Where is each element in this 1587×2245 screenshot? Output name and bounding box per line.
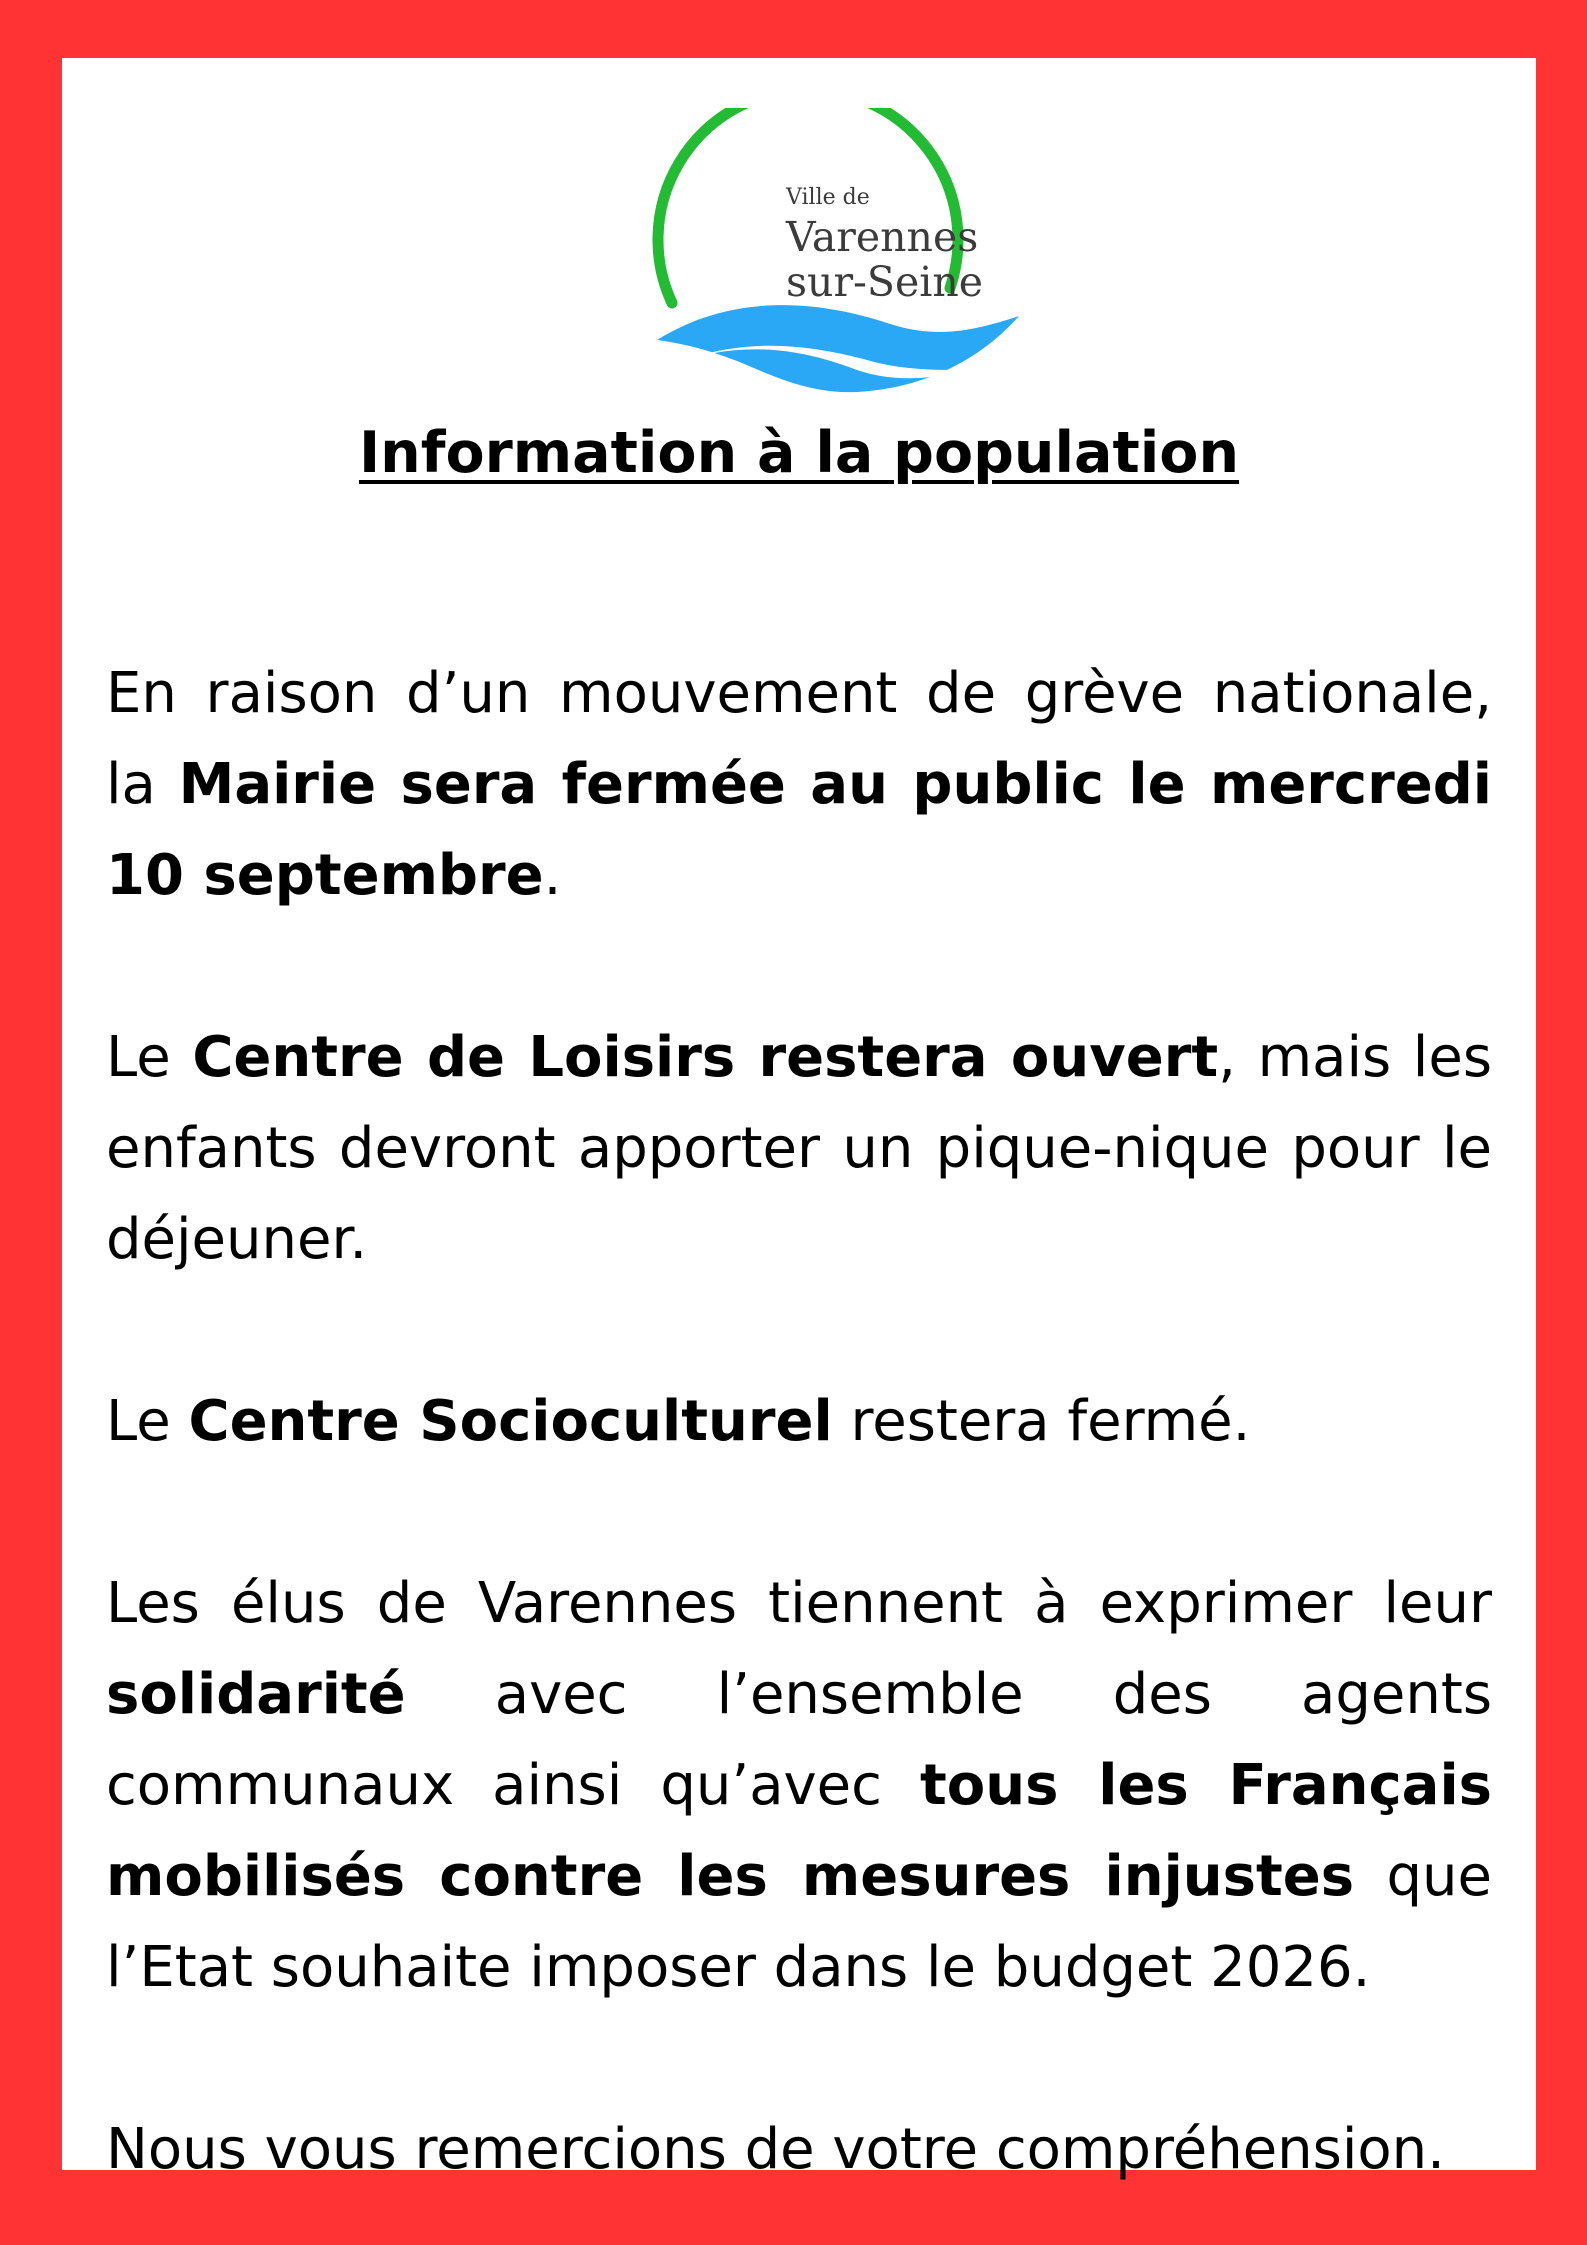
paragraph-socio-bold: Centre Socioculturel bbox=[188, 1389, 833, 1454]
logo-text-sur-seine: sur-Seine bbox=[786, 258, 984, 306]
logo-text-varennes: Varennes bbox=[786, 213, 979, 261]
town-logo bbox=[582, 108, 1082, 438]
paragraph-loisirs-text-start: Le bbox=[106, 1025, 193, 1090]
paragraph-solidarity bbox=[106, 1558, 1492, 2013]
paragraph-strike-text: En raison d’un mouvement de grève nationale, la bbox=[106, 661, 1492, 817]
paragraph-solidarity-text-1: Les élus de Varennes tiennent à exprimer leur bbox=[106, 1571, 1492, 1636]
paragraph-loisirs-bold: Centre de Loisirs restera ouvert bbox=[192, 1025, 1219, 1090]
paragraph-strike-bold: Mairie sera fermée au public le mercredi 10 septembre bbox=[106, 752, 1492, 908]
logo-text-ville: Ville de bbox=[786, 185, 870, 210]
paragraph-strike bbox=[106, 648, 1492, 921]
page-title: Information à la population bbox=[358, 420, 1240, 486]
paragraph-socio-text-end: restera fermé. bbox=[832, 1389, 1251, 1454]
paragraph-thanks: Nous vous remercions de votre compréhension. bbox=[106, 2117, 1445, 2182]
paragraph-centre-socioculturel bbox=[106, 1376, 1492, 1467]
paragraph-solidarity-text-2: avec l’ensemble des agents communaux ainsi qu’avec bbox=[106, 1662, 1492, 1818]
notice-sheet bbox=[62, 58, 1536, 2182]
paragraph-loisirs-text-end: , mais les enfants devront apporter un pique-nique pour le déjeuner. bbox=[106, 1025, 1492, 1272]
notice-body bbox=[106, 648, 1492, 2195]
paragraph-socio-text-start: Le bbox=[106, 1389, 189, 1454]
paragraph-strike-end: . bbox=[543, 843, 562, 908]
paragraph-solidarity-bold-2: tous les Français mobilisés contre les mesures injustes bbox=[106, 1753, 1492, 1909]
logo-wave-icon bbox=[657, 305, 1019, 392]
paragraph-centre-loisirs bbox=[106, 1012, 1492, 1285]
paragraph-solidarity-bold-1: solidarité bbox=[106, 1662, 406, 1727]
paragraph-solidarity-text-3: que l’Etat souhaite imposer dans le budget 2026. bbox=[106, 1844, 1492, 2000]
